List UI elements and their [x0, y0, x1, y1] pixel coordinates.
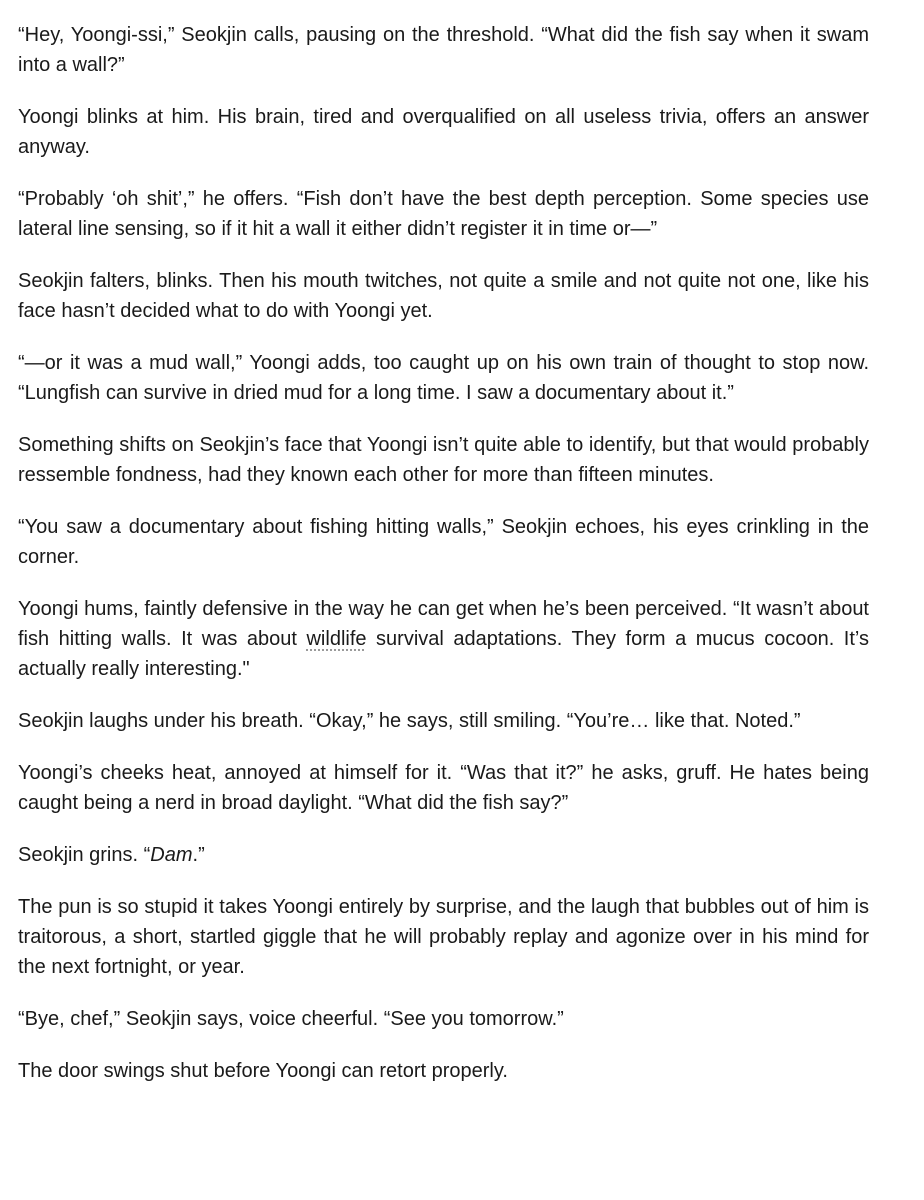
- italic-word: Dam: [150, 844, 193, 866]
- paragraph-text: Seokjin grins. “: [18, 844, 151, 866]
- paragraph: “Bye, chef,” Seokjin says, voice cheerful. “See you tomorrow.”: [18, 1008, 564, 1030]
- paragraph-text: .”: [192, 844, 205, 866]
- paragraph: “You saw a documentary about fishing hitting walls,” Seokjin echoes, his eyes crinkling in the corner.: [18, 516, 869, 568]
- paragraph: Seokjin laughs under his breath. “Okay,” he says, still smiling. “You’re… like that. Noted.”: [18, 710, 801, 732]
- paragraph: Yoongi’s cheeks heat, annoyed at himself for it. “Was that it?” he asks, gruff. He hates being caught being a nerd in broad daylight. “What did the fish say?”: [18, 762, 869, 814]
- paragraph: [18, 840, 869, 870]
- paragraph: [18, 594, 869, 684]
- paragraph: Seokjin falters, blinks. Then his mouth twitches, not quite a smile and not quite not one, like his face hasn’t decided what to do with Yoongi yet.: [18, 270, 869, 322]
- paragraph: Something shifts on Seokjin’s face that Yoongi isn’t quite able to identify, but that would probably ressemble fondness, had they known each other for more than fifteen minutes.: [18, 434, 869, 486]
- spellcheck-marked-word[interactable]: wildlife: [306, 628, 367, 650]
- paragraph: “Hey, Yoongi-ssi,” Seokjin calls, pausing on the threshold. “What did the fish say when it swam into a wall?”: [18, 24, 869, 76]
- paragraph: Yoongi blinks at him. His brain, tired and overqualified on all useless trivia, offers an answer anyway.: [18, 106, 869, 158]
- paragraph: “Probably ‘oh shit’,” he offers. “Fish don’t have the best depth perception. Some species use lateral line sensing, so if it hit a wall it either didn’t register it in time or—”: [18, 188, 869, 240]
- paragraph-text: survival adaptations. They form a mucus cocoon. It’s actually really interesting.": [18, 628, 869, 680]
- paragraph: The door swings shut before Yoongi can retort properly.: [18, 1060, 508, 1082]
- paragraph: The pun is so stupid it takes Yoongi entirely by surprise, and the laugh that bubbles out of him is traitorous, a short, startled giggle that he will probably replay and agonize over in his mind for the next fortnight, or year.: [18, 896, 869, 978]
- paragraph-text: Yoongi hums, faintly defensive in the way he can get when he’s been perceived. “It wasn’t about fish hitting walls. It was about: [18, 598, 869, 650]
- paragraph: “—or it was a mud wall,” Yoongi adds, too caught up on his own train of thought to stop now. “Lungfish can survive in dried mud for a long time. I saw a documentary about it.”: [18, 352, 869, 404]
